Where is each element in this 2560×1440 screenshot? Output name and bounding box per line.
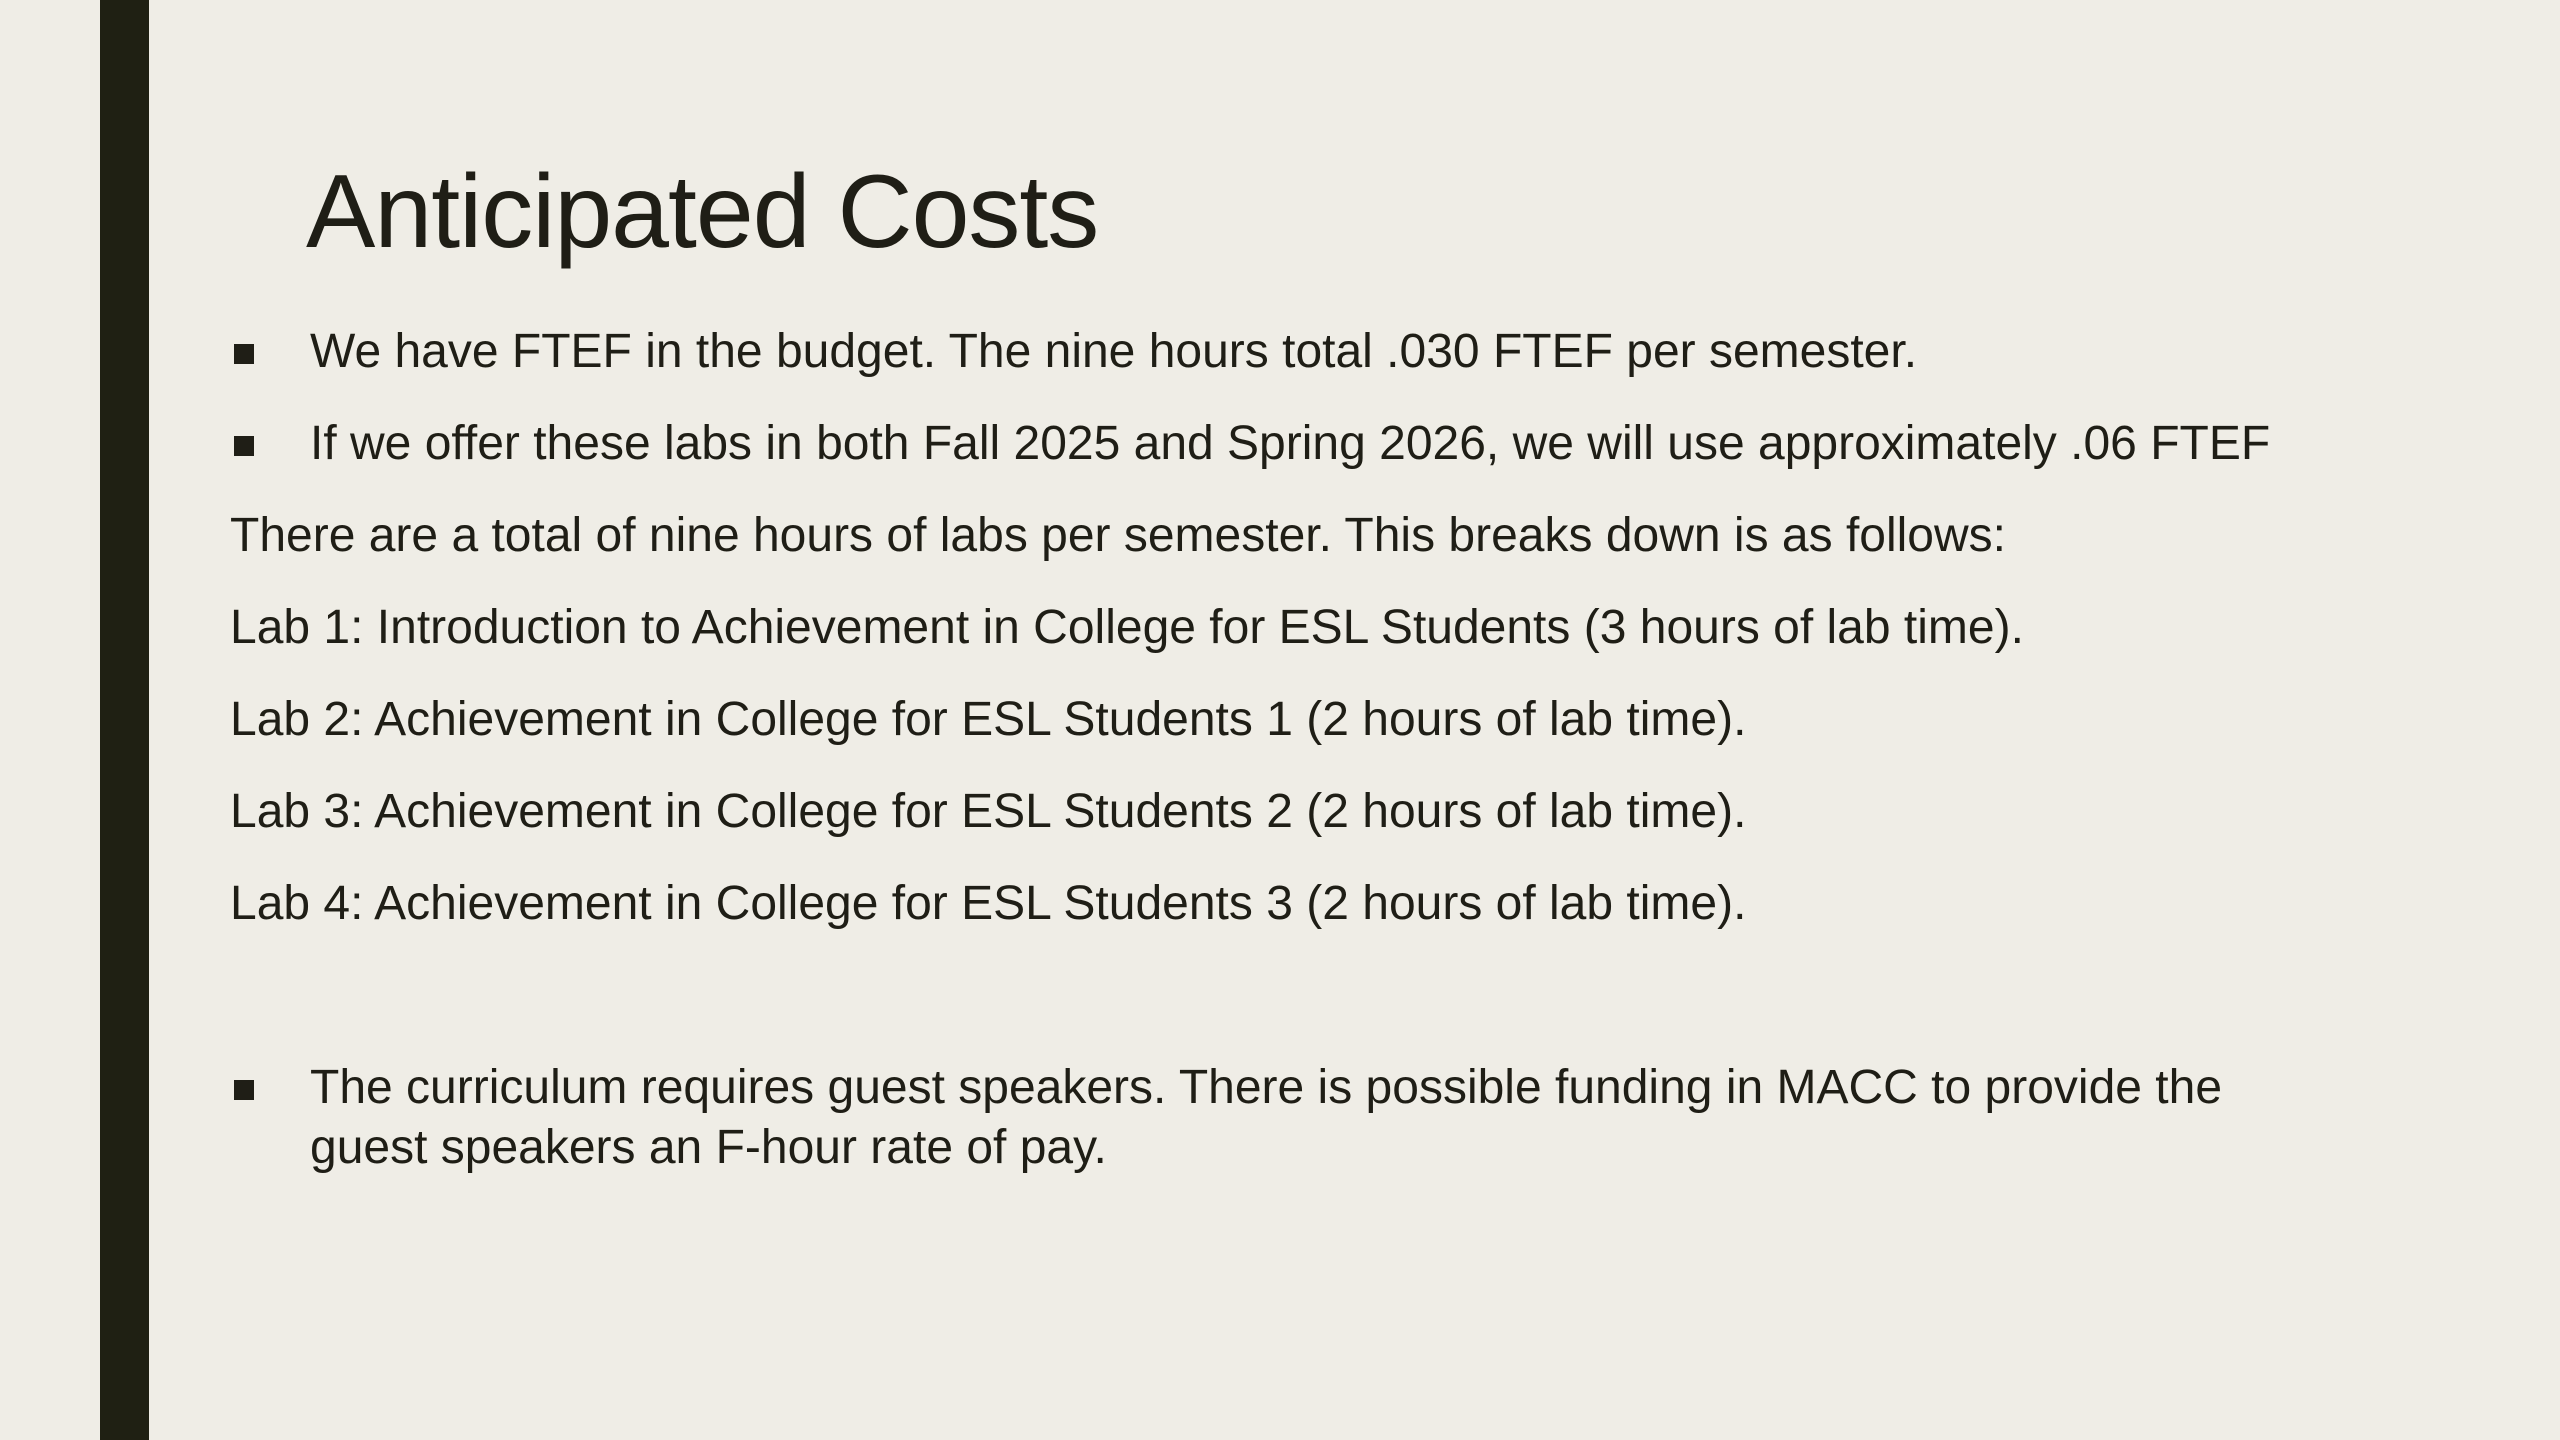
accent-bar — [100, 0, 149, 1440]
paragraph-labs-summary: There are a total of nine hours of labs per semester. This breaks down is as follows: — [230, 509, 2006, 562]
bullet-item-ftef-budget — [230, 322, 2330, 382]
paragraph-lab-2: Lab 2: Achievement in College for ESL Students 1 (2 hours of lab time). — [230, 693, 1747, 746]
bullet-item-guest-speakers — [230, 1058, 2330, 1178]
square-bullet-icon — [234, 1080, 254, 1100]
bullet-text: If we offer these labs in both Fall 2025 and Spring 2026, we will use approximately .06 FTEF — [310, 417, 2271, 470]
slide-content — [230, 322, 2330, 1210]
slide-title: Anticipated Costs — [306, 154, 1099, 270]
bullet-text: The curriculum requires guest speakers. There is possible funding in MACC to provide the guest speakers an F-hour rate of pay. — [310, 1061, 2223, 1174]
bullet-item-fall-spring — [230, 414, 2330, 474]
paragraph-lab-3: Lab 3: Achievement in College for ESL Students 2 (2 hours of lab time). — [230, 785, 1747, 838]
square-bullet-icon — [234, 344, 254, 364]
paragraph-lab-4: Lab 4: Achievement in College for ESL Students 3 (2 hours of lab time). — [230, 877, 1747, 930]
square-bullet-icon — [234, 436, 254, 456]
paragraph-lab-1: Lab 1: Introduction to Achievement in College for ESL Students (3 hours of lab time). — [230, 601, 2024, 654]
spacer — [230, 966, 2330, 1058]
bullet-text: We have FTEF in the budget. The nine hours total .030 FTEF per semester. — [310, 325, 1918, 378]
